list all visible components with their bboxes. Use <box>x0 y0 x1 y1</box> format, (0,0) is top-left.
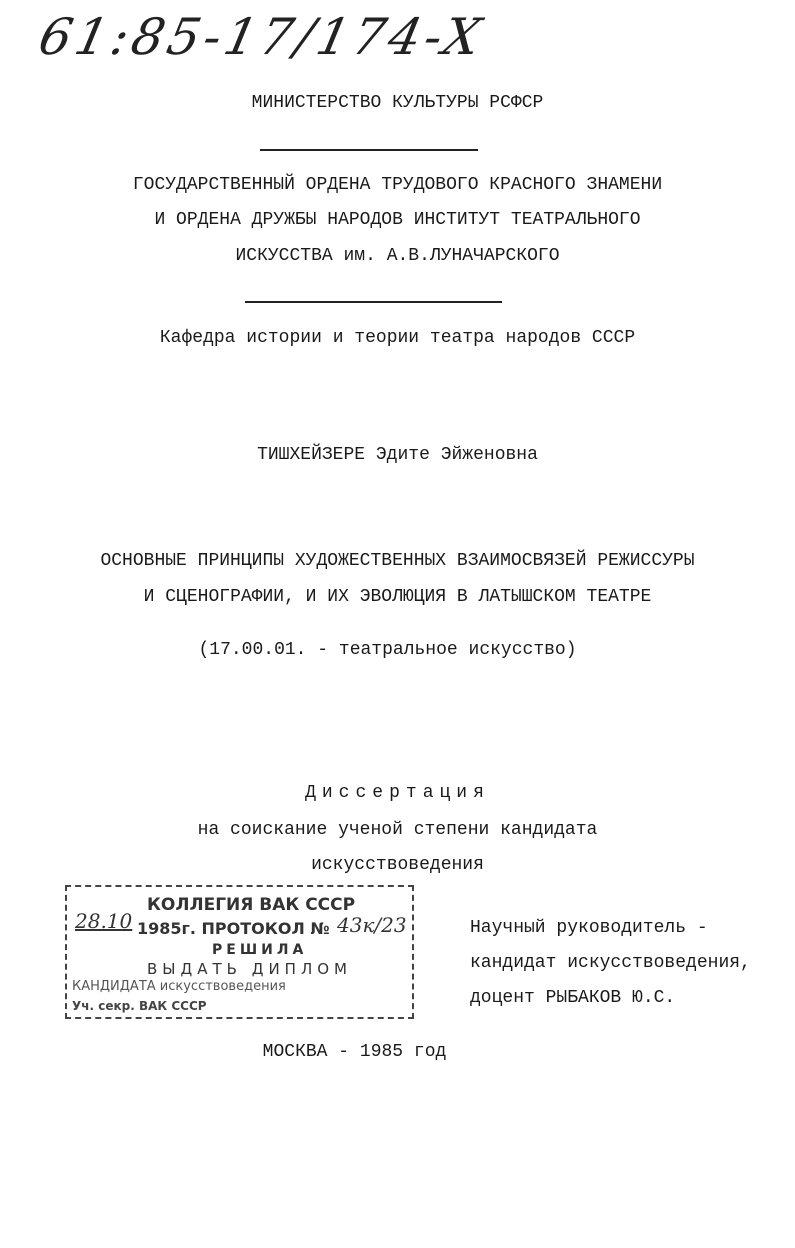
stamp-line: КАНДИДАТА искусствоведения <box>72 979 286 994</box>
divider <box>260 149 478 151</box>
title-line: И СЦЕНОГРАФИИ, И ИХ ЭВОЛЮЦИЯ В ЛАТЫШСКОМ ТЕАТРЕ <box>143 587 652 607</box>
handwritten-catalog-code: 61:85-17/174-X <box>33 8 490 66</box>
stamp-date: 28.10 <box>75 909 133 933</box>
degree-line: на соискание ученой степени кандидата <box>197 820 598 840</box>
supervisor-line: кандидат искусствоведения, <box>470 953 751 973</box>
author: ТИШХЕЙЗЕРЕ Эдите Эйженовна <box>257 445 538 465</box>
divider <box>245 301 502 303</box>
degree-line: искусствоведения <box>311 855 484 875</box>
stamp-line: Уч. секр. ВАК СССР <box>72 999 207 1013</box>
ministry: МИНИСТЕРСТВО КУЛЬТУРЫ РСФСР <box>251 93 544 113</box>
stamp-line: КОЛЛЕГИЯ ВАК СССР <box>147 895 356 915</box>
work-type: Диссертация <box>305 783 490 803</box>
vak-stamp <box>65 885 414 1019</box>
institute-line: ГОСУДАРСТВЕННЫЙ ОРДЕНА ТРУДОВОГО КРАСНОГО ЗНАМЕНИ <box>132 175 663 195</box>
title-line: ОСНОВНЫЕ ПРИНЦИПЫ ХУДОЖЕСТВЕННЫХ ВЗАИМОСВЯЗЕЙ РЕЖИССУРЫ <box>100 551 695 571</box>
stamp-line: РЕШИЛА <box>212 942 308 958</box>
institute-line: ИСКУССТВА им. А.В.ЛУНАЧАРСКОГО <box>235 246 560 266</box>
department: Кафедра истории и теории театра народов СССР <box>159 328 636 348</box>
stamp-line: 1985г. ПРОТОКОЛ № <box>137 919 330 938</box>
supervisor-line: Научный руководитель - <box>470 918 708 938</box>
specialty: (17.00.01. - театральное искусство) <box>198 640 577 660</box>
stamp-protocol: 43к/23 <box>337 913 407 937</box>
place-year: МОСКВА - 1985 год <box>262 1042 447 1062</box>
supervisor-line: доцент РЫБАКОВ Ю.С. <box>470 988 676 1008</box>
institute-line: И ОРДЕНА ДРУЖБЫ НАРОДОВ ИНСТИТУТ ТЕАТРАЛЬНОГО <box>154 210 641 230</box>
stamp-line: ВЫДАТЬ ДИПЛОМ <box>147 960 352 978</box>
